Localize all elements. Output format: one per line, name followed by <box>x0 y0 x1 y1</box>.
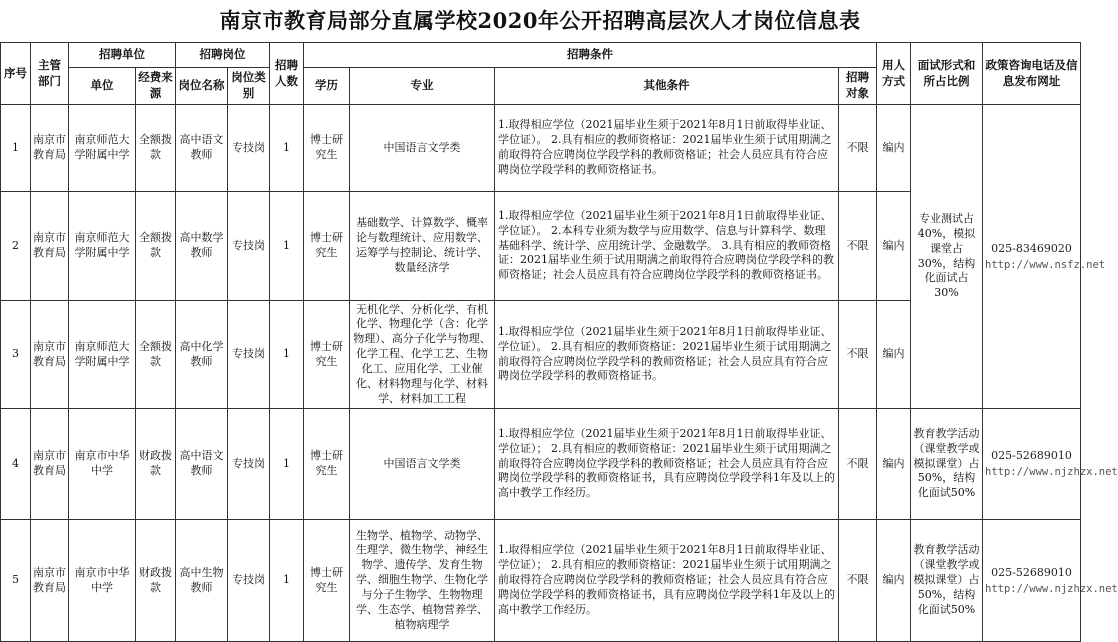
table-row <box>1 409 1081 520</box>
cell-unit: 南京师范大学附属中学 <box>69 105 136 192</box>
cell-seq: 3 <box>1 301 31 409</box>
cell-other: 1.取得相应学位（2021届毕业生须于2021年8月1日前取得毕业证、学位证）； 2.具有相应的教师资格证：2021届毕业生须于试用期满之前取得符合应聘岗位学段学科的教师资格证；社会人员应具有符合应聘岗位学段学科的教师资格证书，具有应聘岗位学段学科1年及以上的高中教学工作经历。 <box>495 520 839 642</box>
cell-post-type: 专技岗 <box>228 192 270 301</box>
cell-post-name: 高中数学教师 <box>176 192 228 301</box>
header-interview: 面试形式和所占比例 <box>911 43 983 105</box>
cell-count: 1 <box>270 301 304 409</box>
header-count: 招聘人数 <box>270 43 304 105</box>
recruitment-table <box>0 42 1118 642</box>
cell-contact <box>983 105 1106 409</box>
cell-funding: 全额拨款 <box>136 192 176 301</box>
cell-seq: 1 <box>1 105 31 192</box>
contact-url[interactable]: http://www.nsfz.net <box>985 258 1106 271</box>
cell-hire: 编内 <box>877 520 911 642</box>
header-seq: 序号 <box>1 43 31 105</box>
cell-dept: 南京市教育局 <box>31 105 69 192</box>
cell-target: 不限 <box>839 192 877 301</box>
cell-major: 基础数学、计算数学、概率论与数理统计、应用数学、运筹学与控制论、统计学、数量经济学 <box>350 192 495 301</box>
cell-other: 1.取得相应学位（2021届毕业生须于2021年8月1日前取得毕业证、学位证）。 2.本科专业须为数学与应用数学、信息与计算科学、数理基础科学、统计学、应用统计学、金融数学。 3.具有相应的教师资格证：2021届毕业生须于试用期满之前取得符合应聘岗位学段学科的教师资格证；社会人员应具有符合应聘岗位学段学科的教师资格证书。 <box>495 192 839 301</box>
contact-phone: 025-52689010 <box>991 449 1072 463</box>
cell-seq: 4 <box>1 409 31 520</box>
cell-interview: 专业测试占40%，模拟课堂占30%，结构化面试占30% <box>911 105 983 409</box>
cell-target: 不限 <box>839 105 877 192</box>
cell-edu: 博士研究生 <box>304 192 350 301</box>
cell-hire: 编内 <box>877 192 911 301</box>
cell-count: 1 <box>270 105 304 192</box>
cell-edu: 博士研究生 <box>304 105 350 192</box>
cell-unit: 南京师范大学附属中学 <box>69 192 136 301</box>
cell-contact <box>983 520 1118 642</box>
cell-post-name: 高中生物教师 <box>176 520 228 642</box>
cell-target: 不限 <box>839 301 877 409</box>
contact-url[interactable]: http://www.njzhzx.net <box>985 466 1118 479</box>
contact-phone: 025-52689010 <box>991 565 1072 579</box>
cell-count: 1 <box>270 192 304 301</box>
cell-post-type: 专技岗 <box>228 409 270 520</box>
cell-dept: 南京市教育局 <box>31 192 69 301</box>
table-row <box>1 105 1081 192</box>
header-post-name: 岗位名称 <box>176 68 228 105</box>
header-unit-group: 招聘单位 <box>69 43 176 68</box>
cell-post-name: 高中语文教师 <box>176 105 228 192</box>
cell-interview: 教育教学活动（课堂教学或模拟课堂）占50%，结构化面试50% <box>911 409 983 520</box>
cell-interview: 教育教学活动（课堂教学或模拟课堂）占50%，结构化面试50% <box>911 520 983 642</box>
cell-funding: 全额拨款 <box>136 301 176 409</box>
cell-dept: 南京市教育局 <box>31 520 69 642</box>
cell-seq: 5 <box>1 520 31 642</box>
cell-post-type: 专技岗 <box>228 105 270 192</box>
cell-unit: 南京市中华中学 <box>69 520 136 642</box>
cell-count: 1 <box>270 409 304 520</box>
cell-edu: 博士研究生 <box>304 301 350 409</box>
cell-major: 中国语言文学类 <box>350 105 495 192</box>
cell-unit: 南京市中华中学 <box>69 409 136 520</box>
cell-hire: 编内 <box>877 105 911 192</box>
cell-edu: 博士研究生 <box>304 520 350 642</box>
header-post-type: 岗位类别 <box>228 68 270 105</box>
cell-major: 无机化学、分析化学、有机化学、物理化学（含：化学物理）、高分子化学与物理、化学工程、化学工艺、生物化工、应用化学、工业催化、材料物理与化学、材料学、材料加工工程 <box>350 301 495 409</box>
header-target: 招聘对象 <box>839 68 877 105</box>
cell-funding: 全额拨款 <box>136 105 176 192</box>
header-post-group: 招聘岗位 <box>176 43 270 68</box>
cell-major: 中国语言文学类 <box>350 409 495 520</box>
header-dept: 主管部门 <box>31 43 69 105</box>
cell-seq: 2 <box>1 192 31 301</box>
cell-other: 1.取得相应学位（2021届毕业生须于2021年8月1日前取得毕业证、学位证）。 2.具有相应的教师资格证：2021届毕业生须于试用期满之前取得符合应聘岗位学段学科的教师资格证；社会人员应具有符合应聘岗位学段学科的教师资格证书。 <box>495 105 839 192</box>
cell-major: 生物学、植物学、动物学、生理学、微生物学、神经生物学、遗传学、发育生物学、细胞生物学、生物化学与分子生物学、生物物理学、生态学、植物营养学、植物病理学 <box>350 520 495 642</box>
header-unit: 单位 <box>69 68 136 105</box>
contact-url[interactable]: http://www.njzhzx.net <box>985 582 1118 595</box>
cell-hire: 编内 <box>877 301 911 409</box>
cell-dept: 南京市教育局 <box>31 301 69 409</box>
table-row <box>1 520 1081 642</box>
cell-target: 不限 <box>839 409 877 520</box>
cell-post-name: 高中化学教师 <box>176 301 228 409</box>
cell-contact <box>983 409 1118 520</box>
cell-edu: 博士研究生 <box>304 409 350 520</box>
cell-unit: 南京师范大学附属中学 <box>69 301 136 409</box>
cell-other: 1.取得相应学位（2021届毕业生须于2021年8月1日前取得毕业证、学位证）。 2.具有相应的教师资格证：2021届毕业生须于试用期满之前取得符合应聘岗位学段学科的教师资格证；社会人员应具有符合应聘岗位学段学科的教师资格证书。 <box>495 301 839 409</box>
header-contact: 政策咨询电话及信息发布网址 <box>983 43 1081 105</box>
cell-count: 1 <box>270 520 304 642</box>
cell-post-type: 专技岗 <box>228 520 270 642</box>
header-other: 其他条件 <box>495 68 839 105</box>
header-edu: 学历 <box>304 68 350 105</box>
cell-post-type: 专技岗 <box>228 301 270 409</box>
header-hire: 用人方式 <box>877 43 911 105</box>
cell-other: 1.取得相应学位（2021届毕业生须于2021年8月1日前取得毕业证、学位证）； 2.具有相应的教师资格证：2021届毕业生须于试用期满之前取得符合应聘岗位学段学科的教师资格证；社会人员应具有符合应聘岗位学段学科的教师资格证书，具有应聘岗位学段学科1年及以上的高中教学工作经历。 <box>495 409 839 520</box>
header-major: 专业 <box>350 68 495 105</box>
cell-funding: 财政拨款 <box>136 409 176 520</box>
header-cond-group: 招聘条件 <box>304 43 877 68</box>
cell-target: 不限 <box>839 520 877 642</box>
contact-phone: 025-83469020 <box>991 241 1072 255</box>
cell-hire: 编内 <box>877 409 911 520</box>
cell-dept: 南京市教育局 <box>31 409 69 520</box>
cell-funding: 财政拨款 <box>136 520 176 642</box>
page-title: 南京市教育局部分直属学校2020年公开招聘高层次人才岗位信息表 <box>219 8 861 33</box>
cell-post-name: 高中语文教师 <box>176 409 228 520</box>
header-funding: 经费来源 <box>136 68 176 105</box>
